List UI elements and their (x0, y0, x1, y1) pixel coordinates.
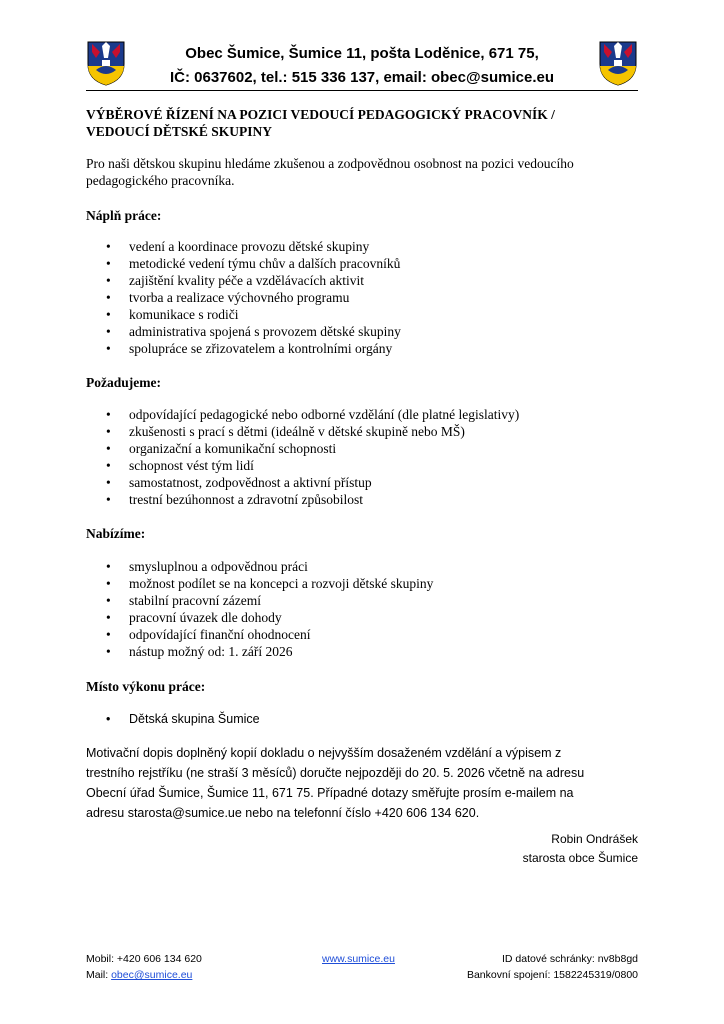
footer-right (467, 951, 638, 983)
list-item: • pracovní úvazek dle dohody (106, 610, 282, 625)
list-item: • schopnost vést tým lidí (106, 458, 254, 473)
signatory-role: starosta obce Šumice (522, 851, 638, 865)
letterhead (140, 42, 584, 90)
bullet-list-naplne (86, 238, 401, 357)
bullet-icon: • (106, 559, 111, 574)
bullet-icon: • (106, 644, 111, 659)
list-item: • zkušenosti s prací s dětmi (ideálně v dětské skupině nebo MŠ) (106, 424, 465, 439)
title-line: VEDOUCÍ DĚTSKÉ SKUPINY (86, 124, 273, 139)
municipal-coat-of-arms-right (598, 40, 638, 86)
bullet-icon: • (106, 307, 111, 322)
list-item: • stabilní pracovní zázemí (106, 593, 261, 608)
footer-left (86, 951, 202, 983)
signatory-name: Robin Ondrášek (551, 832, 638, 846)
intro-line: Pro naši dětskou skupinu hledáme zkušenou a zodpovědnou osobnost na pozici vedoucího (86, 156, 574, 171)
closing-line: trestního rejstříku (ne straší 3 měsíců) doručte nejpozději do 20. 5. 2026 včetně na adresu (86, 766, 585, 780)
footer-web-link[interactable]: www.sumice.eu (322, 953, 395, 965)
closing-line: Motivační dopis doplněný kopií dokladu o nejvyšším dosaženém vzdělání a výpisem z (86, 746, 562, 760)
municipal-coat-of-arms-left (86, 40, 126, 86)
closing-line: adresu starosta@sumice.ue nebo na telefonní číslo +420 606 134 620. (86, 806, 480, 820)
list-item: • spolupráce se zřizovatelem a kontrolními orgány (106, 341, 393, 356)
bullet-icon: • (106, 492, 111, 507)
bullet-list-pozadujeme (86, 406, 519, 508)
bullet-icon: • (106, 458, 111, 473)
list-item: • trestní bezúhonnost a zdravotní způsobilost (106, 492, 363, 507)
bullet-icon: • (106, 475, 111, 490)
list-item: • metodické vedení týmu chův a dalších pracovníků (106, 256, 401, 271)
footer-mail-label: Mail: (86, 969, 112, 981)
closing-paragraph (86, 743, 642, 823)
signature-block (523, 830, 638, 868)
list-item: • možnost podílet se na koncepci a rozvoji dětské skupiny (106, 576, 434, 591)
bullet-icon: • (106, 424, 111, 439)
list-item: • smysluplnou a odpovědnou práci (106, 559, 308, 574)
letterhead-address: Obec Šumice, Šumice 11, pošta Loděnice, 671 75, (185, 45, 539, 62)
letterhead-contacts: IČ: 0637602, tel.: 515 336 137, email: obec@sumice.eu (169, 69, 554, 86)
bullet-icon: • (106, 407, 111, 422)
bullet-icon: • (106, 712, 111, 726)
document-title (86, 106, 646, 140)
footer-middle (322, 951, 395, 967)
bullet-icon: • (106, 324, 111, 339)
bullet-icon: • (106, 273, 111, 288)
section-heading-pozadujeme: Požadujeme: (86, 375, 161, 390)
footer-mobile: Mobil: +420 606 134 620 (86, 953, 202, 965)
list-item: • tvorba a realizace výchovného programu (106, 290, 350, 305)
footer-mail-link[interactable]: obec@sumice.eu (111, 969, 193, 981)
footer-bank: Bankovní spojení: 1582245319/0800 (466, 969, 638, 981)
section-heading-naplne: Náplň práce: (86, 208, 162, 223)
bullet-icon: • (106, 290, 111, 305)
list-item: • zajištění kvality péče a vzdělávacích aktivit (106, 273, 365, 288)
list-item: • odpovídající finanční ohodnocení (106, 627, 311, 642)
section-heading-nabizime: Nabízíme: (86, 526, 146, 541)
section-heading-misto: Místo výkonu práce: (86, 679, 206, 694)
footer-mail (86, 967, 202, 983)
bullet-icon: • (106, 576, 111, 591)
bullet-list-nabizime (86, 558, 433, 660)
list-item: • samostatnost, zodpovědnost a aktivní přístup (106, 475, 372, 490)
header-divider (86, 90, 638, 91)
bullet-icon: • (106, 441, 111, 456)
list-item: • administrativa spojená s provozem dětské skupiny (106, 324, 401, 339)
list-item: • komunikace s rodiči (106, 307, 239, 322)
intro-line: pedagogického pracovníka. (86, 173, 235, 188)
bullet-icon: • (106, 627, 111, 642)
bullet-icon: • (106, 239, 111, 254)
list-item: • vedení a koordinace provozu dětské skupiny (106, 239, 370, 254)
list-item: • nástup možný od: 1. září 2026 (106, 644, 293, 659)
intro-paragraph (86, 155, 646, 189)
closing-line: Obecní úřad Šumice, Šumice 11, 671 75. Případné dotazy směřujte prosím e-mailem na (86, 786, 574, 800)
workplace-name: Dětská skupina Šumice (129, 712, 260, 726)
bullet-icon: • (106, 256, 111, 271)
bullet-icon: • (106, 593, 111, 608)
bullet-icon: • (106, 341, 111, 356)
bullet-icon: • (106, 610, 111, 625)
list-item: • odpovídající pedagogické nebo odborné vzdělání (dle platné legislativy) (106, 407, 520, 422)
list-item: • organizační a komunikační schopnosti (106, 441, 337, 456)
title-line: VÝBĚROVÉ ŘÍZENÍ NA POZICI VEDOUCÍ PEDAGOGICKÝ PRACOVNÍK / (86, 107, 555, 122)
footer-databox: ID datové schránky: nv8b8gd (502, 953, 638, 965)
